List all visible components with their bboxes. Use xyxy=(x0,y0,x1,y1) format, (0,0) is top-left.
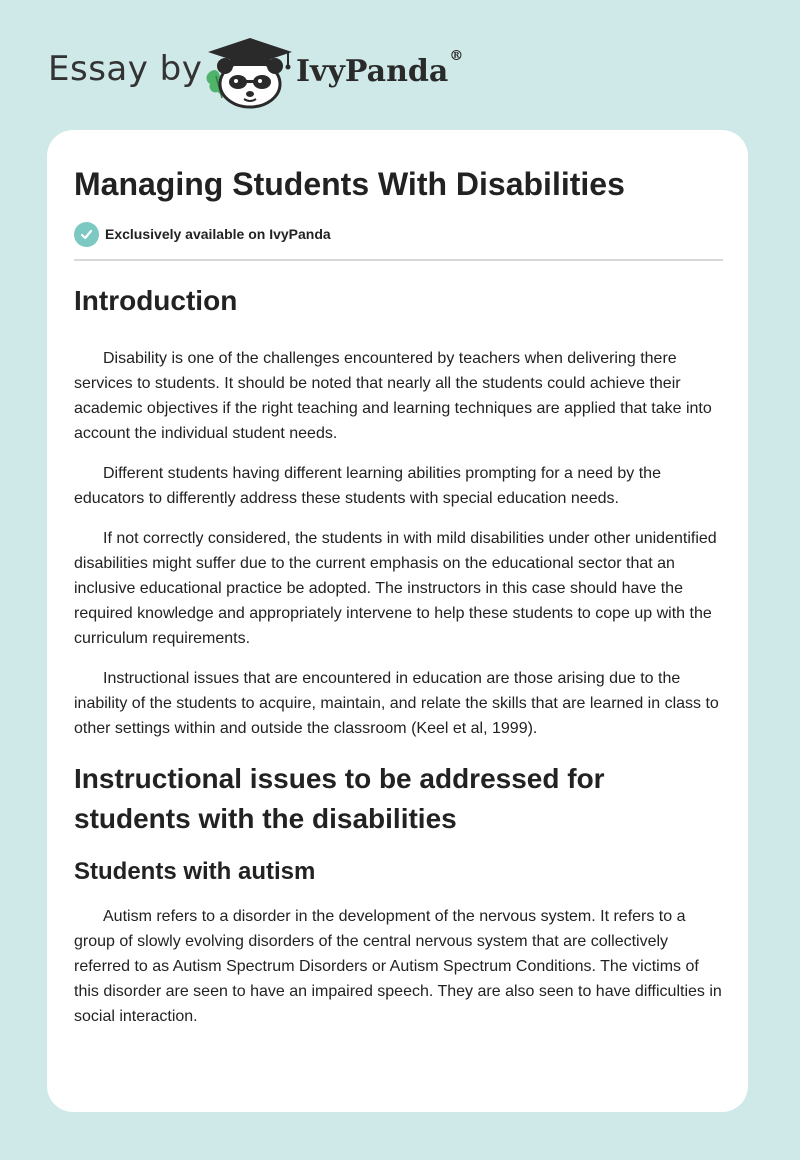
essay-content xyxy=(74,164,723,1029)
paragraph: Disability is one of the challenges encountered by teachers when delivering there services to students. It should be noted that nearly all the students could achieve their academic objectives if the right teaching and learning techniques are applied that take into account the individual student needs. xyxy=(74,350,712,442)
subsection-heading-autism: Students with autism xyxy=(74,858,316,885)
paragraph: Different students having different learning abilities prompting for a need by the educators to differently address these students with special education needs. xyxy=(74,465,661,507)
paragraph: Autism refers to a disorder in the development of the nervous system. It refers to a group of slowly evolving disorders of the central nervous system that are collectively referred to as Autism Spectrum Disorders or Autism Spectrum Conditions. The victims of this disorder are seen to have an impaired speech. They are also seen to have difficulties in social interaction. xyxy=(74,908,722,1025)
page-title: Managing Students With Disabilities xyxy=(74,166,625,202)
essay-by-label: Essay by xyxy=(48,49,203,89)
site-header xyxy=(0,0,800,130)
badge-label: Exclusively available on IvyPanda xyxy=(105,226,331,242)
section-heading-introduction: Introduction xyxy=(74,285,238,316)
check-circle-icon xyxy=(74,222,99,247)
brand-name: IvyPanda® xyxy=(296,48,464,89)
paragraph: If not correctly considered, the students in with mild disabilities under other unidentified disabilities might suffer due to the current emphasis on the educational sector that an inclusive educational practice be adopted. The instructors in this case should have the required knowledge and appropriately intervene to help these students to cope up with the curriculum requirements. xyxy=(74,530,717,647)
ivypanda-logo-icon[interactable] xyxy=(200,36,296,110)
exclusive-badge xyxy=(74,221,723,247)
section-heading-instructional-issues: Instructional issues to be addressed for students with the disabilities xyxy=(74,763,605,834)
title-divider xyxy=(74,259,723,261)
essay-card xyxy=(47,130,748,1112)
paragraph: Instructional issues that are encountered in education are those arising due to the inability of the students to acquire, maintain, and relate the skills that are learned in class to other settings within and outside the classroom (Keel et al, 1999). xyxy=(74,670,719,737)
